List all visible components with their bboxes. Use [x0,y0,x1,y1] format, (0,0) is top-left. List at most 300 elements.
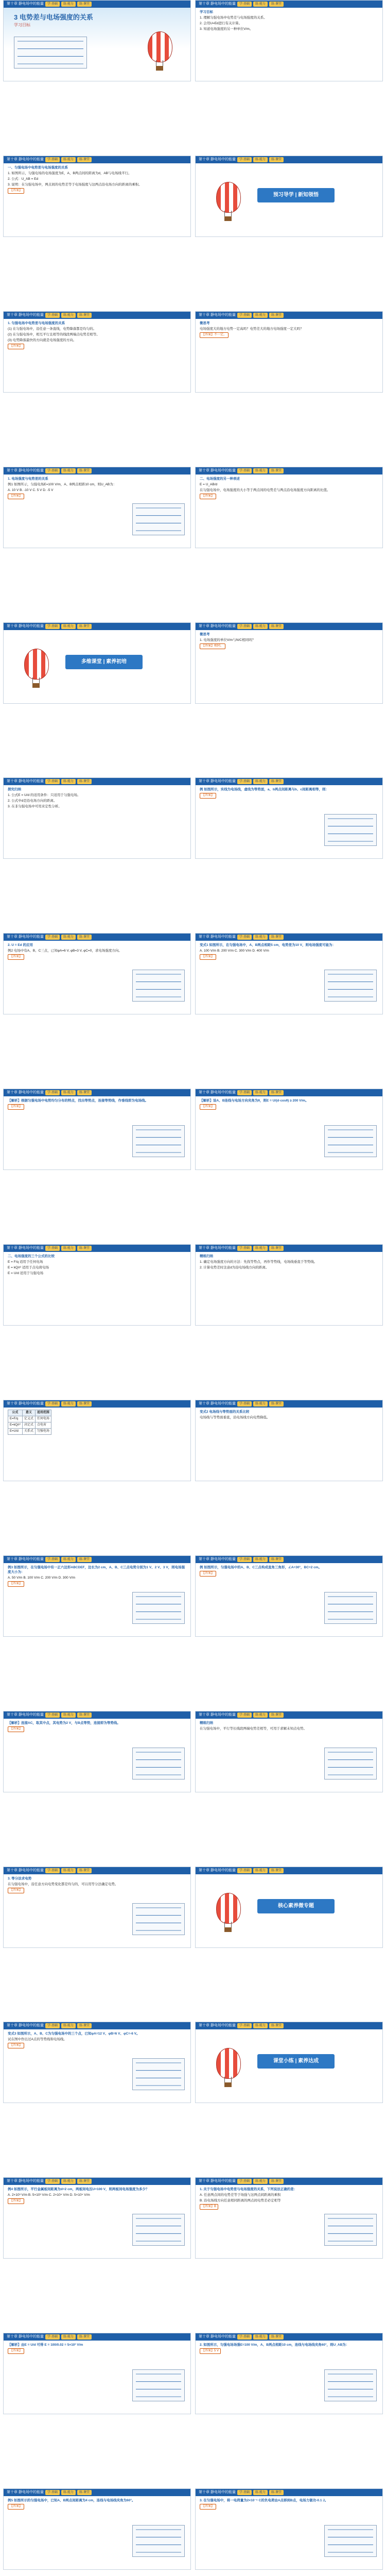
slide-text-line: A. 50 V/m B. 100 V/m C. 200 V/m D. 300 V/m [8,1576,76,1580]
nav-button-3[interactable]: 练·课堂 [269,2334,284,2340]
nav-button-2[interactable]: 练·能力 [61,313,76,318]
balloon-basket [224,2082,232,2087]
slide-text-line: 3. 在非匀强电场中可用来定性分析。 [8,805,62,808]
table-row [8,1422,51,1429]
table-row [8,1416,51,1422]
nav-button-1[interactable]: 学·基础 [237,2334,252,2340]
nav-button-1[interactable]: 学·基础 [45,935,60,940]
answer-tag[interactable]: 【答案】 [200,1104,216,1110]
field-lines-svg [133,970,184,1001]
nav-button-3[interactable]: 练·课堂 [269,468,284,473]
nav-button-1[interactable]: 学·基础 [237,935,252,940]
nav-button-2[interactable]: 练·能力 [61,468,76,473]
chapter-label: 第十章 静电场中的能量 [199,1557,236,1561]
slide-right-12 [195,1711,383,1792]
slide-text-line: 电场线与等势面垂直，沿电场线方向电势降低。 [200,1416,270,1419]
answer-tag[interactable]: 【答案】 [8,2348,24,2354]
answer-tag[interactable]: 【答案】 [200,2504,216,2510]
slide-text-line: 1. 确定电场强度方向的方法：先找等势点，再作等势线，电场线垂直于等势线。 [200,1260,318,1264]
chapter-label: 第十章 静电场中的能量 [199,2179,236,2183]
nav-button-3[interactable]: 练·课堂 [269,2490,284,2495]
nav-button-3[interactable]: 练·课堂 [269,157,284,162]
figure-diagram [324,970,377,1002]
nav-button-2[interactable]: 练·能力 [61,2334,76,2340]
figure-diagram [324,1748,377,1780]
nav-button-3[interactable]: 练·课堂 [269,2,284,7]
slide-header-bar [196,1400,382,1408]
slide-text-line: E = F/q 适用于任何电场 [8,1260,43,1264]
figure-diagram [132,1748,185,1780]
field-lines-svg [133,1904,184,1935]
nav-button-1[interactable]: 学·基础 [237,2179,252,2184]
nav-button-2[interactable]: 练·能力 [61,1401,76,1406]
slide-header-bar [4,1400,190,1408]
nav-button-2[interactable]: 练·能力 [61,624,76,629]
answer-tag[interactable]: 【答案】 [8,2504,24,2510]
slide-text-line: 2. 会用U=Ed进行有关计算。 [200,22,242,25]
slide-header-bar [196,467,382,474]
slide-heading: 变式2 电场线与等势面的关系比较 [200,1410,250,1414]
answer-tag[interactable]: 【答案】 [8,344,24,349]
slide-heading: 1. 关于匀强电场中电势差与电场强度的关系，下列说法正确的是： [200,2188,297,2191]
nav-button-3[interactable]: 练·课堂 [77,2490,92,2495]
nav-button-1[interactable]: 学·基础 [45,2,60,7]
nav-button-3[interactable]: 练·课堂 [77,2334,92,2340]
slide-heading: 变式1 如图所示，在匀强电场中，A、B两点相距5 cm，电势差为10 V，则电场强度可能为： [200,943,336,947]
slide-left-9 [3,1244,191,1326]
field-lines-svg [325,1126,376,1157]
nav-button-2[interactable]: 练·能力 [61,2023,76,2028]
slide-header-bar [4,1711,190,1719]
nav-button-3[interactable]: 练·课堂 [269,1557,284,1562]
chapter-label: 第十章 静电场中的能量 [199,935,236,939]
nav-button-2[interactable]: 练·能力 [61,1246,76,1251]
nav-button-3[interactable]: 练·课堂 [269,624,284,629]
nav-button-3[interactable]: 练·课堂 [77,313,92,318]
table-cell: 匀强电场 [35,1429,51,1435]
slide-header-bar [4,156,190,163]
slide-left-14 [3,2022,191,2103]
answer-tag[interactable]: 【答案】 [8,1726,24,1732]
slide-right-9 [195,1244,383,1326]
slide-right-13 [195,1867,383,1948]
nav-button-1[interactable]: 学·基础 [237,313,252,318]
slide-text-line: 1. 理解匀强电场中电势差与电场强度的关系。 [200,16,267,20]
chapter-label: 第十章 静电场中的能量 [199,1091,236,1094]
slide-body [200,1254,378,1322]
figure-diagram [132,1592,185,1624]
slide-heading: 微思考 [200,321,210,325]
chapter-label: 第十章 静电场中的能量 [7,313,44,317]
balloon-basket [224,1927,232,1932]
nav-button-3[interactable]: 练·课堂 [269,1401,284,1406]
slide-body [8,1410,186,1478]
balloon-illustration [148,31,172,62]
slide-heading: 2. U = Ed 的应用 [8,943,33,947]
slide-text-line: 1. 如图所示，匀强电场的电场强度为E，A、B两点间的距离为d，AB与电场线平行。 [8,172,132,175]
slide-body [200,10,378,78]
slide-left-10 [3,1400,191,1481]
table-cell: 关系式 [22,1429,35,1435]
nav-button-3[interactable]: 练·课堂 [77,624,92,629]
answer-tag[interactable]: 【答案】不一定。 [200,332,229,338]
chapter-label: 第十章 静电场中的能量 [7,1091,44,1094]
nav-button-3[interactable]: 练·课堂 [77,2179,92,2184]
slide-header-bar [4,2333,190,2341]
slide-text-line: 在匀强电场中，电场强度的大小等于两点间的电势差与两点沿电场强度方向距离的比值。 [200,488,330,492]
field-lines-svg [133,1592,184,1623]
chapter-label: 第十章 静电场中的能量 [199,2490,236,2494]
slide-heading: 3. 等分法求电势 [8,1877,32,1880]
slide-right-3 [195,311,383,393]
nav-button-3[interactable]: 练·课堂 [269,779,284,784]
slide-text-line: A. 10 V B. -10 V C. 5 V D. -5 V [8,488,54,492]
slide-heading: 【解析】连接AC，取其中点，其电势为2 V，与B点等势，连接即为等势线。 [8,1721,120,1725]
chapter-label: 第十章 静电场中的能量 [199,2,236,6]
table-cell: 决定式 [22,1422,35,1429]
nav-button-2[interactable]: 练·能力 [253,624,268,629]
field-lines-svg [133,2214,184,2245]
field-lines-svg [325,970,376,1001]
slide-text-line: (2) 在匀强电场中，相互平行且相等的线段两端点电势差相等。 [8,333,100,336]
nav-button-1[interactable]: 学·基础 [237,468,252,473]
nav-button-2[interactable]: 练·能力 [253,1401,268,1406]
nav-button-2[interactable]: 练·能力 [253,157,268,162]
slide-heading: 微思考 [200,633,210,636]
chapter-label: 第十章 静电场中的能量 [199,779,236,783]
answer-tag[interactable]: 【答案】 [8,1581,24,1587]
chapter-label: 第十章 静电场中的能量 [7,1246,44,1250]
slide-text-line: (1) 在匀强电场中，沿任意一条直线，电势降落都是均匀的。 [8,327,97,331]
comparison-table [8,1410,51,1435]
answer-tag[interactable]: 【答案】 [8,494,24,499]
nav-button-1[interactable]: 学·基础 [45,779,60,784]
slide-body [200,1410,378,1478]
slide-header-bar [4,1,190,8]
figure-diagram [324,2525,377,2557]
nav-button-2[interactable]: 练·能力 [253,468,268,473]
slide-left-5 [3,622,191,704]
nav-button-3[interactable]: 练·课堂 [77,779,92,784]
slide-heading: 一、匀强电场中电势差与电场强度的关系 [8,166,68,170]
nav-button-2[interactable]: 练·能力 [253,2179,268,2184]
slide-header-bar [196,156,382,163]
nav-button-2[interactable]: 练·能力 [61,1557,76,1562]
figure-diagram [324,1592,377,1624]
slide-header-bar [196,2333,382,2341]
chapter-label: 第十章 静电场中的能量 [7,935,44,939]
answer-tag[interactable]: 【答案】 [8,188,24,194]
nav-button-3[interactable]: 练·课堂 [77,2023,92,2028]
nav-button-1[interactable]: 学·基础 [45,1713,60,1718]
slide-text-line: E = U_AB/d [200,483,218,486]
nav-button-2[interactable]: 练·能力 [61,157,76,162]
nav-button-2[interactable]: 练·能力 [253,1246,268,1251]
slide-text-line: 试在图中作出过A点的等势线和电场线。 [8,2038,67,2041]
nav-button-1[interactable]: 学·基础 [45,624,60,629]
chapter-label: 第十章 静电场中的能量 [7,2490,44,2494]
slide-header-bar [196,778,382,785]
nav-button-1[interactable]: 学·基础 [45,1401,60,1406]
nav-button-2[interactable]: 练·能力 [61,2179,76,2184]
balloon-illustration [216,2048,241,2079]
chapter-label: 第十章 静电场中的能量 [7,624,44,628]
nav-button-1[interactable]: 学·基础 [237,1868,252,1873]
nav-button-2[interactable]: 练·能力 [61,2,76,7]
chapter-label: 第十章 静电场中的能量 [7,1713,44,1717]
slide-text-line: 例2 电场中有A、B、C三点，已知φA=6 V, φB=3 V, φC=0，求电场强度方向。 [8,949,122,953]
field-lines-svg [133,2526,184,2556]
figure-diagram [324,814,377,846]
nav-button-1[interactable]: 学·基础 [45,1090,60,1095]
slide-text-line: A. 任意两点间的电势差等于场强与这两点间距离的乘积 [200,2193,281,2197]
nav-button-2[interactable]: 练·能力 [253,2334,268,2340]
chapter-label: 第十章 静电场中的能量 [199,624,236,628]
slide-heading: 二、电场强度的三个公式的比较 [8,1255,55,1258]
nav-button-2[interactable]: 练·能力 [253,1868,268,1873]
nav-button-1[interactable]: 学·基础 [237,624,252,629]
nav-button-3[interactable]: 练·课堂 [269,1246,284,1251]
nav-button-1[interactable]: 学·基础 [45,468,60,473]
nav-button-2[interactable]: 练·能力 [61,1868,76,1873]
slide-heading: 【解析】由E = U/d 可得 E = 100/0.02 = 5×10³ V/m [8,2343,83,2347]
nav-button-3[interactable]: 练·课堂 [77,935,92,940]
answer-tag[interactable]: 【答案】5 V [200,2348,221,2354]
section-banner: 核心素养微专题 [257,1899,335,1913]
slide-text-line: 电场强度大的地方电势一定高吗？电势差大的地方电场强度一定大吗？ [200,327,304,331]
slide-left-15 [3,2177,191,2259]
answer-tag[interactable]: 【答案】B [200,2204,218,2210]
nav-button-2[interactable]: 练·能力 [61,1713,76,1718]
nav-button-3[interactable]: 练·课堂 [77,1246,92,1251]
nav-button-1[interactable]: 学·基础 [237,1713,252,1718]
balloon-illustration [24,649,49,680]
balloon-basket [156,66,163,71]
nav-button-2[interactable]: 练·能力 [253,2490,268,2495]
chapter-label: 第十章 静电场中的能量 [7,1869,44,1872]
slide-text-line: 2. 公式：U_AB = Ed [8,177,39,181]
nav-button-2[interactable]: 练·能力 [61,2490,76,2495]
nav-button-3[interactable]: 练·课堂 [77,1401,92,1406]
slide-heading: 2. 如图所示，匀强电场场强E=100 V/m，A、B两点相距10 cm，连线与电场线夹角60°，则U_AB为： [200,2343,349,2347]
nav-button-3[interactable]: 练·课堂 [77,1713,92,1718]
nav-button-2[interactable]: 练·能力 [253,313,268,318]
field-lines-svg [325,1592,376,1623]
answer-tag[interactable]: 【答案】 [200,1571,216,1577]
field-lines-svg [14,37,86,68]
answer-tag[interactable]: 【答案】 [8,1104,24,1110]
chapter-label: 第十章 静电场中的能量 [7,2,44,6]
slide-heading: 【解析】根据匀强电场中电势均匀分布的特点，找出等势点，连接等势线，作垂线即为电场线。 [8,1099,148,1103]
table-cell: 任何电场 [35,1416,51,1422]
nav-button-1[interactable]: 学·基础 [237,2023,252,2028]
slide-left-4 [3,467,191,548]
slide-heading: 例5 如图所示的匀强电场中，已知A、B两点间距离为4 cm，连线与电场线夹角为60°。 [8,2499,135,2502]
nav-button-1[interactable]: 学·基础 [237,2490,252,2495]
slide-heading: 例4 如图所示，平行金属板间距离为d=2 cm，两板间电压U=100 V，则两板间电场强度为多少？ [8,2188,149,2191]
section-banner: 课堂小练 | 素养达成 [257,2054,335,2069]
slide-header-bar [196,1,382,8]
nav-button-2[interactable]: 练·能力 [253,1557,268,1562]
field-lines-svg [133,2370,184,2401]
chapter-label: 第十章 静电场中的能量 [7,1402,44,1405]
nav-button-1[interactable]: 学·基础 [45,2023,60,2028]
slide-text-line: B. 沿电场线方向任意相同距离的两点间电势差必定相等 [200,2199,281,2202]
slide-body [200,632,378,700]
slide-heading: 变式3 如图所示，A、B、C为匀强电场中的三个点，已知φA=12 V、φB=6 V、φC=-6 V。 [8,2032,140,2036]
answer-tag[interactable]: 【答案】 [200,494,216,499]
chapter-label: 第十章 静电场中的能量 [7,2179,44,2183]
figure-diagram [132,2369,185,2401]
slide-body [8,321,186,389]
nav-button-1[interactable]: 学·基础 [237,2,252,7]
slide-left-12 [3,1711,191,1792]
nav-button-3[interactable]: 练·课堂 [269,1868,284,1873]
answer-tag[interactable]: 【答案】 [200,793,216,799]
figure-diagram [324,1125,377,1157]
slide-right-1 [195,0,383,81]
nav-button-1[interactable]: 学·基础 [237,1557,252,1562]
slide-heading: 【解析】设A、B连线与电场方向夹角为θ，则E = U/(d·cosθ) ≥ 200 V/m。 [200,1099,309,1103]
figure-diagram [132,1903,185,1935]
slide-header-bar [4,2489,190,2496]
nav-button-3[interactable]: 练·课堂 [77,468,92,473]
cover-subtitle: 学习目标 [14,23,30,27]
nav-button-1[interactable]: 学·基础 [237,1090,252,1095]
answer-tag[interactable]: 【答案】 [8,1888,24,1893]
slide-header-bar [4,1556,190,1563]
chapter-label: 第十章 静电场中的能量 [7,158,44,161]
nav-button-3[interactable]: 练·课堂 [77,1557,92,1562]
nav-button-1[interactable]: 学·基础 [45,1557,60,1562]
nav-button-3[interactable]: 练·课堂 [269,2023,284,2028]
slide-text-line: 3. 知道电场强度的另一种单位V/m。 [200,27,253,31]
slide-text-line: A. 100 V/m B. 200 V/m C. 300 V/m D. 400 V/m [200,949,269,953]
slide-right-6 [195,777,383,859]
slide-left-13 [3,1867,191,1948]
slide-heading: 二、电场强度的另一种表述 [200,477,240,481]
chapter-label: 第十章 静电场中的能量 [7,1557,44,1561]
table-header-cell: 意义 [22,1410,35,1416]
slide-header-bar [196,1711,382,1719]
nav-button-1[interactable]: 学·基础 [237,1401,252,1406]
nav-button-1[interactable]: 学·基础 [237,779,252,784]
answer-tag[interactable]: 【答案】 [8,954,24,960]
slide-text-line: 1. 公式E = U/d 的适用条件：只适用于匀强电场。 [8,793,81,797]
answer-tag[interactable]: 【答案】 [8,2198,24,2204]
section-banner: 多维课堂 | 素养初培 [65,655,143,669]
slide-header-bar [4,312,190,319]
slide-right-14 [195,2022,383,2103]
slide-right-7 [195,933,383,1014]
answer-tag[interactable]: 【答案】 [200,954,216,960]
slide-text-line: 在匀强电场中，沿任意方向电势变化都是均匀的，可以用等分法确定电势。 [8,1883,118,1886]
table-header-cell: 适用范围 [35,1410,51,1416]
nav-button-2[interactable]: 练·能力 [253,779,268,784]
nav-button-1[interactable]: 学·基础 [45,2334,60,2340]
field-lines-svg [133,2059,184,2090]
field-lines-svg [325,815,376,845]
chapter-label: 第十章 静电场中的能量 [199,1713,236,1717]
slide-header-bar [4,2178,190,2185]
nav-button-2[interactable]: 练·能力 [253,2023,268,2028]
nav-button-1[interactable]: 学·基础 [45,1868,60,1873]
slide-text-line: 在匀强电场中，平行等长线段两端电势差相等，可用于求解未知点电势。 [200,1727,307,1731]
slide-header-bar [4,934,190,941]
nav-button-2[interactable]: 练·能力 [61,779,76,784]
chapter-label: 第十章 静电场中的能量 [199,158,236,161]
table-cell: E=kQ/r² [8,1422,23,1429]
chapter-label: 第十章 静电场中的能量 [199,1869,236,1872]
nav-button-3[interactable]: 练·课堂 [77,1090,92,1095]
slide-right-2 [195,156,383,237]
figure-diagram [132,970,185,1002]
nav-button-2[interactable]: 练·能力 [253,935,268,940]
nav-button-3[interactable]: 练·课堂 [269,2179,284,2184]
nav-button-2[interactable]: 练·能力 [61,1090,76,1095]
nav-button-3[interactable]: 练·课堂 [77,1868,92,1873]
answer-tag[interactable]: 【答案】 [8,2043,24,2048]
answer-tag[interactable]: 【答案】相同。 [200,643,225,649]
slide-right-11 [195,1555,383,1637]
table-cell: E=F/q [8,1416,23,1422]
nav-button-3[interactable]: 练·课堂 [77,2,92,7]
nav-button-3[interactable]: 练·课堂 [77,157,92,162]
nav-button-3[interactable]: 练·课堂 [269,1090,284,1095]
slide-heading: 学习目标 [200,10,213,14]
slide-header-bar [196,1089,382,1096]
slide-heading: 探究归纳 [8,788,21,791]
nav-button-1[interactable]: 学·基础 [237,1246,252,1251]
field-lines-svg [133,504,184,535]
slide-left-7 [3,933,191,1014]
chapter-label: 第十章 静电场中的能量 [199,2024,236,2027]
nav-button-2[interactable]: 练·能力 [61,935,76,940]
slide-header-bar [196,2022,382,2029]
chapter-label: 第十章 静电场中的能量 [7,2024,44,2027]
table-header-cell: 公式 [8,1410,23,1416]
nav-button-2[interactable]: 练·能力 [253,1090,268,1095]
field-lines-svg [325,1748,376,1779]
slide-left-16 [3,2333,191,2414]
slide-text-line: E = kQ/r² 适用于点电荷电场 [8,1266,49,1269]
nav-button-2[interactable]: 练·能力 [253,1713,268,1718]
nav-button-1[interactable]: 学·基础 [45,157,60,162]
chapter-label: 第十章 静电场中的能量 [7,469,44,472]
nav-button-3[interactable]: 练·课堂 [269,935,284,940]
chapter-label: 第十章 静电场中的能量 [199,2335,236,2338]
nav-button-1[interactable]: 学·基础 [45,2179,60,2184]
nav-button-1[interactable]: 学·基础 [45,2490,60,2495]
nav-button-1[interactable]: 学·基础 [45,1246,60,1251]
slide-text-line: 例1 如图所示，匀强电场E=100 V/m，A、B两点相距10 cm，则U_AB为： [8,483,117,486]
slide-heading: 3. 在匀强电场中，将一电荷量为2×10⁻⁵ C的负电荷由A点移到B点，电场力做功-0.1 J。 [200,2499,328,2502]
nav-button-3[interactable]: 练·课堂 [269,1713,284,1718]
figure-diagram [14,37,87,69]
slide-right-10 [195,1400,383,1481]
nav-button-2[interactable]: 练·能力 [253,2,268,7]
nav-button-1[interactable]: 学·基础 [237,157,252,162]
slide-heading: 1. 电场强度与电势差的关系 [8,477,48,481]
slide-left-17 [3,2488,191,2570]
chapter-label: 第十章 静电场中的能量 [199,1246,236,1250]
slide-right-17 [195,2488,383,2570]
nav-button-3[interactable]: 练·课堂 [269,313,284,318]
nav-button-1[interactable]: 学·基础 [45,313,60,318]
slide-left-6 [3,777,191,859]
slide-right-15 [195,2177,383,2259]
slide-header-bar [4,1245,190,1252]
